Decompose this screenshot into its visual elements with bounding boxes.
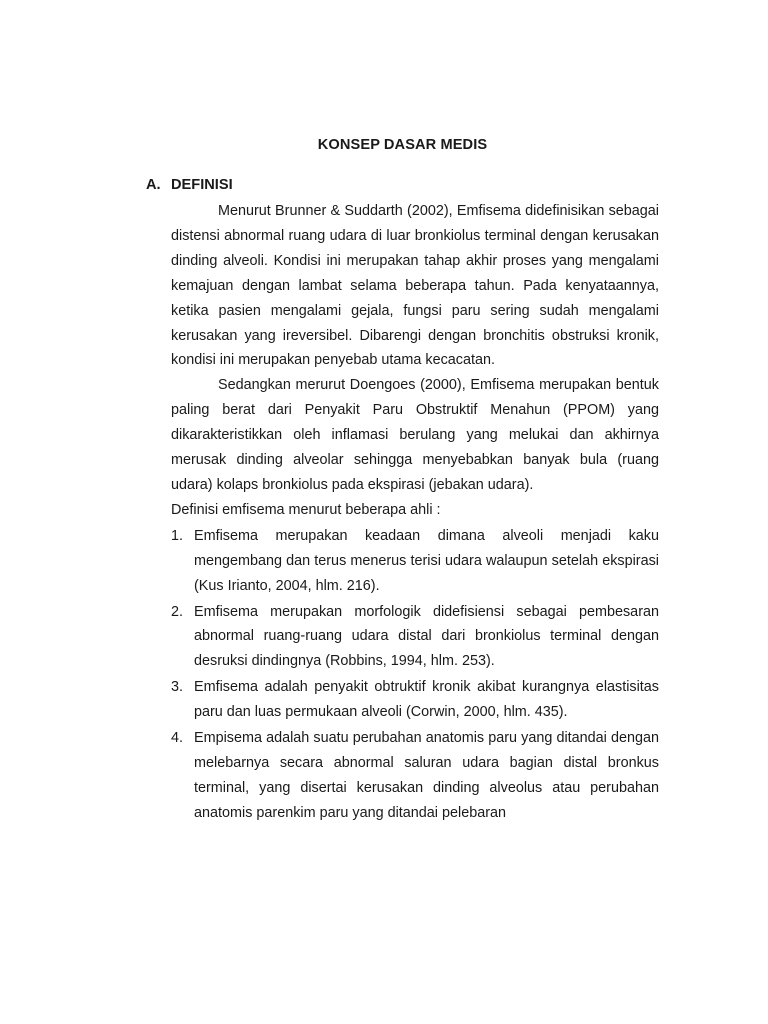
section-number: A. xyxy=(146,177,161,193)
list-intro: Definisi emfisema menurut beberapa ahli : xyxy=(171,501,441,518)
document-title: KONSEP DASAR MEDIS xyxy=(317,137,488,153)
list-item xyxy=(171,524,659,599)
list-item-text: Emfisema merupakan morfologik didefisiensi sebagai pembesaran abnormal ruang-ruang udara distal dari bronkiolus terminal dengan desruksi dindingnya (Robbins, 1994, hlm. 253). xyxy=(194,603,659,670)
list-marker: 2. xyxy=(171,603,184,620)
list-item xyxy=(171,726,659,826)
paragraph-brunner: Menurut Brunner & Suddarth (2002), Emfisema didefinisikan sebagai distensi abnormal ruang udara di luar bronkiolus terminal dengan kerusakan dinding alveoli. Kondisi ini merupakan tahap akhir proses yang mengalami kemajuan dengan lambat selama beberapa tahun. Pada kenyataannya, ketika pasien mengalami gejala, fungsi paru sering sudah mengalami kerusakan yang ireversibel. Dibarengi dengan bronchitis obstruksi kronik, kondisi ini merupakan penyebab utama kecacatan. xyxy=(171,203,659,369)
list-item-text: Empisema adalah suatu perubahan anatomis paru yang ditandai dengan melebarnya secara abnormal saluran udara bagian distal bronkus terminal, yang disertai kerusakan dinding alveolus atau perubahan anatomis parenkim paru yang ditandai pelebaran xyxy=(194,730,659,821)
list-marker: 4. xyxy=(171,730,184,747)
section-heading xyxy=(146,177,233,193)
definition-list xyxy=(171,524,659,826)
list-item-text: Emfisema adalah penyakit obtruktif kronik akibat kurangnya elastisitas paru dan luas permukaan alveoli (Corwin, 2000, hlm. 435). xyxy=(194,679,659,721)
section-body xyxy=(171,199,659,826)
list-marker: 1. xyxy=(171,527,184,544)
section-heading-text: DEFINISI xyxy=(171,177,233,193)
list-marker: 3. xyxy=(171,679,184,696)
list-item xyxy=(171,675,659,725)
paragraph-doengoes: Sedangkan merurut Doengoes (2000), Emfisema merupakan bentuk paling berat dari Penyakit Paru Obstruktif Menahun (PPOM) yang dikarakteristikkan oleh inflamasi berulang yang melukai dan akhirnya merusak dinding alveolar sehingga menyebabkan banyak bula (ruang udara) kolaps bronkiolus pada ekspirasi (jebakan udara). xyxy=(171,377,659,493)
list-item-text: Emfisema merupakan keadaan dimana alveoli menjadi kaku mengembang dan terus menerus terisi udara walaupun setelah ekspirasi (Kus Irianto, 2004, hlm. 216). xyxy=(194,527,659,594)
list-item xyxy=(171,600,659,675)
